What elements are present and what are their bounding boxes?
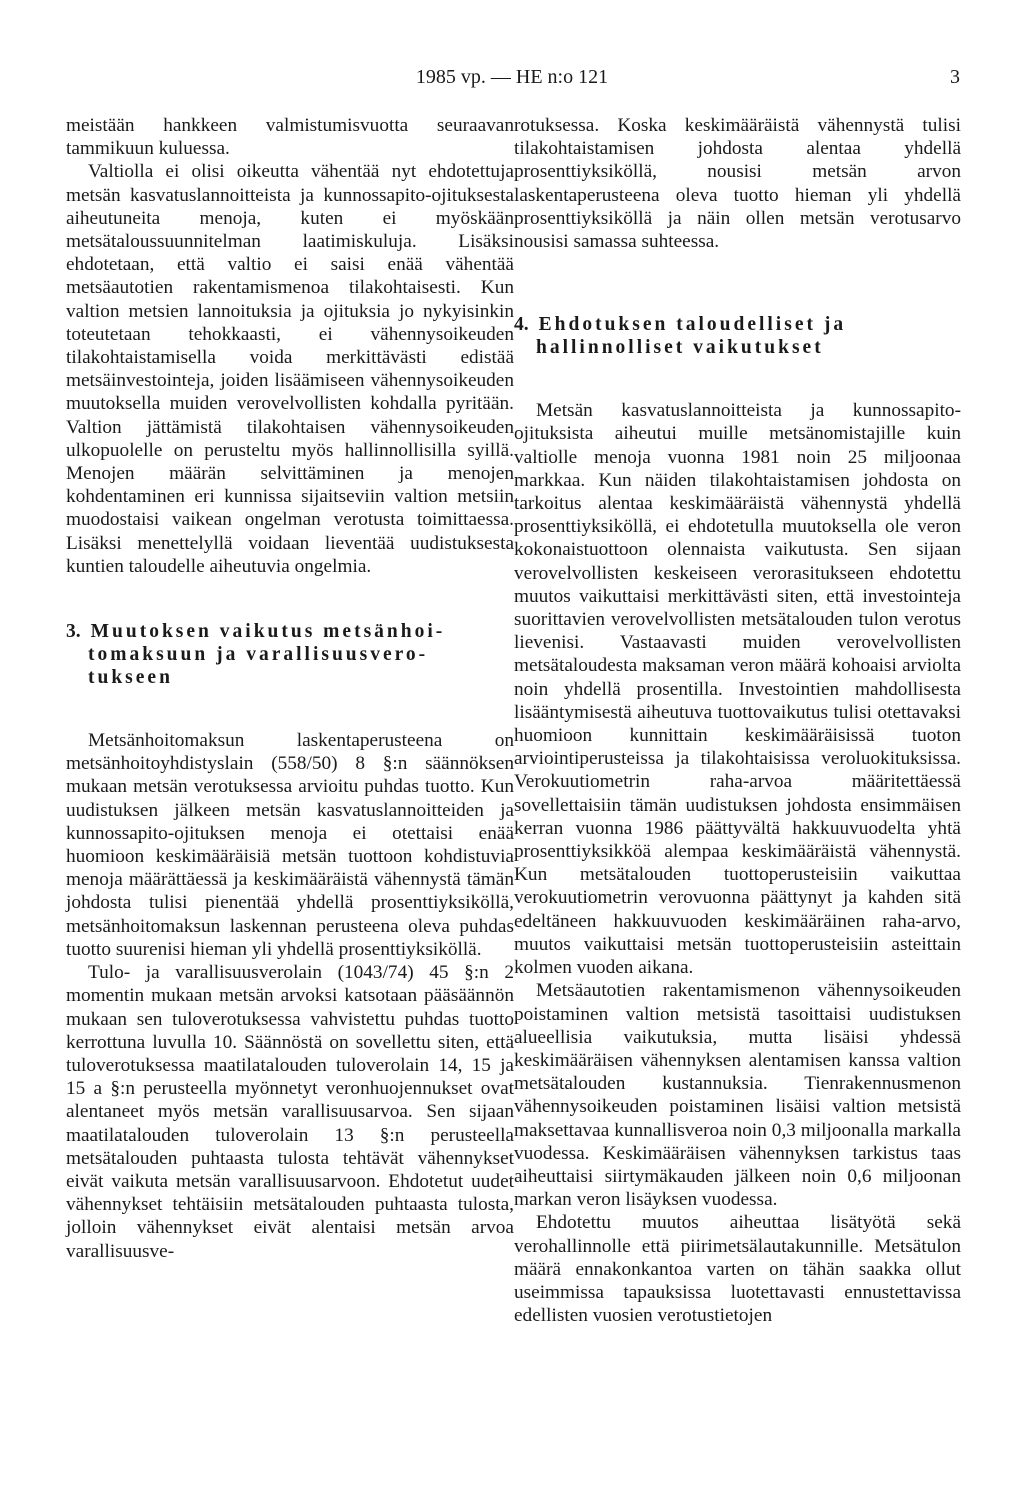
paragraph: Ehdotettu muutos aiheuttaa lisätyötä sekä verohallinnolle että piirimetsälautakunnille. Metsätulon määrä ennakonkantoa varten on tähän saakka ollut useimmissa tapauksissa luotettavasti ennustettavissa edellisten vuosien verotustietojen xyxy=(514,1212,961,1327)
paragraph: Tulo- ja varallisuusverolain (1043/74) 45 §:n 2 momentin mukaan metsän arvoksi katsotaan pääsäännön mukaan sen tuloverotuksessa vahvistettu puhdas tuotto kerrottuna luvulla 10. Säännöstä on sovellettu siten, että tuloverotuksessa maatilatalouden tuloverolain 14, 15 ja 15 a §:n perusteella myönnetyt veronhuojennukset ovat alentaneet myös metsän varallisuusarvoa. Sen sijaan maatilatalouden tuloverolain 13 §:n perusteella metsätalouden puhtaasta tulosta tehtävät vähennykset eivät vaikuta metsän varallisuusarvoon. Ehdotetut uudet vähennykset tehtäisiin metsätalouden puhtaasta tulosta, jolloin vähennykset eivät alentaisi metsän arvoa varallisuusve- xyxy=(66,962,514,1262)
running-head: 1985 vp. — HE n:o 121 xyxy=(415,66,609,88)
section-heading-3 xyxy=(66,620,514,689)
section-heading-4 xyxy=(514,313,961,359)
right-column xyxy=(514,114,961,1327)
paragraph: rotuksessa. Koska keskimääräistä vähennystä tulisi tilakohtaistamisen johdosta alentaa yhdellä prosenttiyksiköllä, nousisi metsän arvon laskentaperusteena oleva tuotto hieman yli yhdellä prosenttiyksiköllä ja näin ollen metsän verotusarvo nousisi samassa suhteessa. xyxy=(514,115,961,253)
paragraph: Metsänhoitomaksun laskentaperusteena on metsänhoitoyhdistyslain (558/50) 8 §:n säännöksen mukaan metsän verotuksessa arvioitu puhdas tuotto. Kun uudistuksen jälkeen metsän kasvatuslannoitteiden ja kunnossapito-ojituksen menoja ei otettaisi enää huomioon keskimääräisiä metsän tuottoon kohdistuvia menoja määrättäessä ja keskimääräistä vähennystä tämän johdosta tulisi pienentää yhdellä prosenttiyksiköllä, metsänhoitomaksun laskennan perusteena oleva puhdas tuotto suurenisi hieman yli yhdellä prosenttiyksiköllä. xyxy=(66,730,514,960)
paragraph: Metsäautotien rakentamismenon vähennysoikeuden poistaminen valtion metsistä tasoittaisi uudistuksen alueellisia vaikutuksia, mutta lisäisi yhdessä keskimääräisen vähennyksen alentamisen kanssa valtion metsätalouden kustannuksia. Tienrakennusmenon vähennysoikeuden poistaminen lisäisi valtion metsistä maksettavaa kunnallisveroa noin 0,3 miljoonalla markalla vuodessa. Keskimääräisen vähennyksen tarkistus taas aiheuttaisi siirtymäkauden jälkeen noin 0,6 miljoonan markan veron lisäyksen vuodessa. xyxy=(514,980,961,1211)
section-title-continued: tomaksuun ja varallisuusvero- tukseen xyxy=(88,644,429,689)
page-number: 3 xyxy=(950,66,960,88)
section-number: 4. xyxy=(514,314,529,336)
paragraph: meistään hankkeen valmistumisvuotta seuraavan tammikuun kuluessa. xyxy=(66,115,514,160)
section-number: 3. xyxy=(66,621,81,643)
section-title-continued: hallinnolliset vaikutukset xyxy=(536,337,824,359)
paragraph: Metsän kasvatuslannoitteista ja kunnossapito-ojituksista aiheutui muille metsänomistajille kuin valtiolle menoja vuonna 1981 noin 25 miljoonaa markkaa. Kun näiden tilakohtaistamisen johdosta on tarkoitus alentaa keskimääräistä vähennystä yhdellä prosenttiyksiköllä, ei ehdotetulla muutoksella ole veron kokonaistuottoon olennaista vaikutusta. Sen sijaan verovelvollisten keskeiseen verorasitukseen ehdotettu muutos vaikuttaisi merkittävästi siten, että investointeja suorittavien verovelvollisten metsätalouden tulon verotus lievenisi. Vastaavasti muiden verovelvollisten metsätaloudesta maksaman veron määrä kohoaisi arviolta noin yhdellä prosentilla. Investointien mahdollisesta lisääntymisestä aiheutuva tuottovaikutus tulisi otettavaksi huomioon kunnittain keskimääräisissä tuoton arviointiperusteissa ja tilakohtaisissa veroluokituksissa. Verokuutiometrin raha-arvoa määritettäessä sovellettaisiin tämän uudistuksen johdosta ensimmäisen kerran vuonna 1986 päättyvältä hakkuuvuodelta yhtä prosenttiyksikköä alempaa keskimääräistä vähennystä. Kun metsätalouden tuottoperusteisiin vaikuttaa verokuutiometrin verovuonna päättynyt ja kahden sitä edeltäneen hakkuuvuoden keskimääräinen raha-arvo, muutos vaikuttaisi metsän tuottoperusteisiin asteittain kolmen vuoden aikana. xyxy=(514,400,961,979)
paragraph: Valtiolla ei olisi oikeutta vähentää nyt ehdotettuja metsän kasvatuslannoitteista ja kunnossapito-ojituksesta aiheutuneita menoja, kuten ei myöskään metsätaloussuunnitelman laatimiskuluja. Lisäksi ehdotetaan, että valtio ei saisi enää vähentää metsäautotien rakentamismenoa tilakohtaisesti. Kun valtion metsien lannoituksia ja ojituksia jo nykyisinkin toteutetaan tehokkaasti, ei vähennysoikeuden tilakohtaistamisella voida merkittävästi edistää metsäinvestointeja, joiden lisäämiseen vähennysoikeuden muutoksella muiden verovelvollisten kohdalla pyritään. Valtion jättämistä tilakohtaisen vähennysoikeuden ulkopuolelle on perusteltu myös hallinnollisilla syillä. Menojen määrän selvittäminen ja menojen kohdentaminen eri kunnissa sijaitseviin valtion metsiin muodostaisi vaikean ongelman verotusta toimittaessa. Lisäksi menettelyllä voidaan lieventää uudistuksesta kuntien taloudelle aiheutuvia ongelmia. xyxy=(66,161,514,577)
page-header xyxy=(0,66,1024,96)
section-title: Muutoksen vaikutus metsänhoi- xyxy=(90,621,446,643)
section-title: Ehdotuksen taloudelliset ja xyxy=(538,314,847,336)
left-column xyxy=(66,114,514,1263)
